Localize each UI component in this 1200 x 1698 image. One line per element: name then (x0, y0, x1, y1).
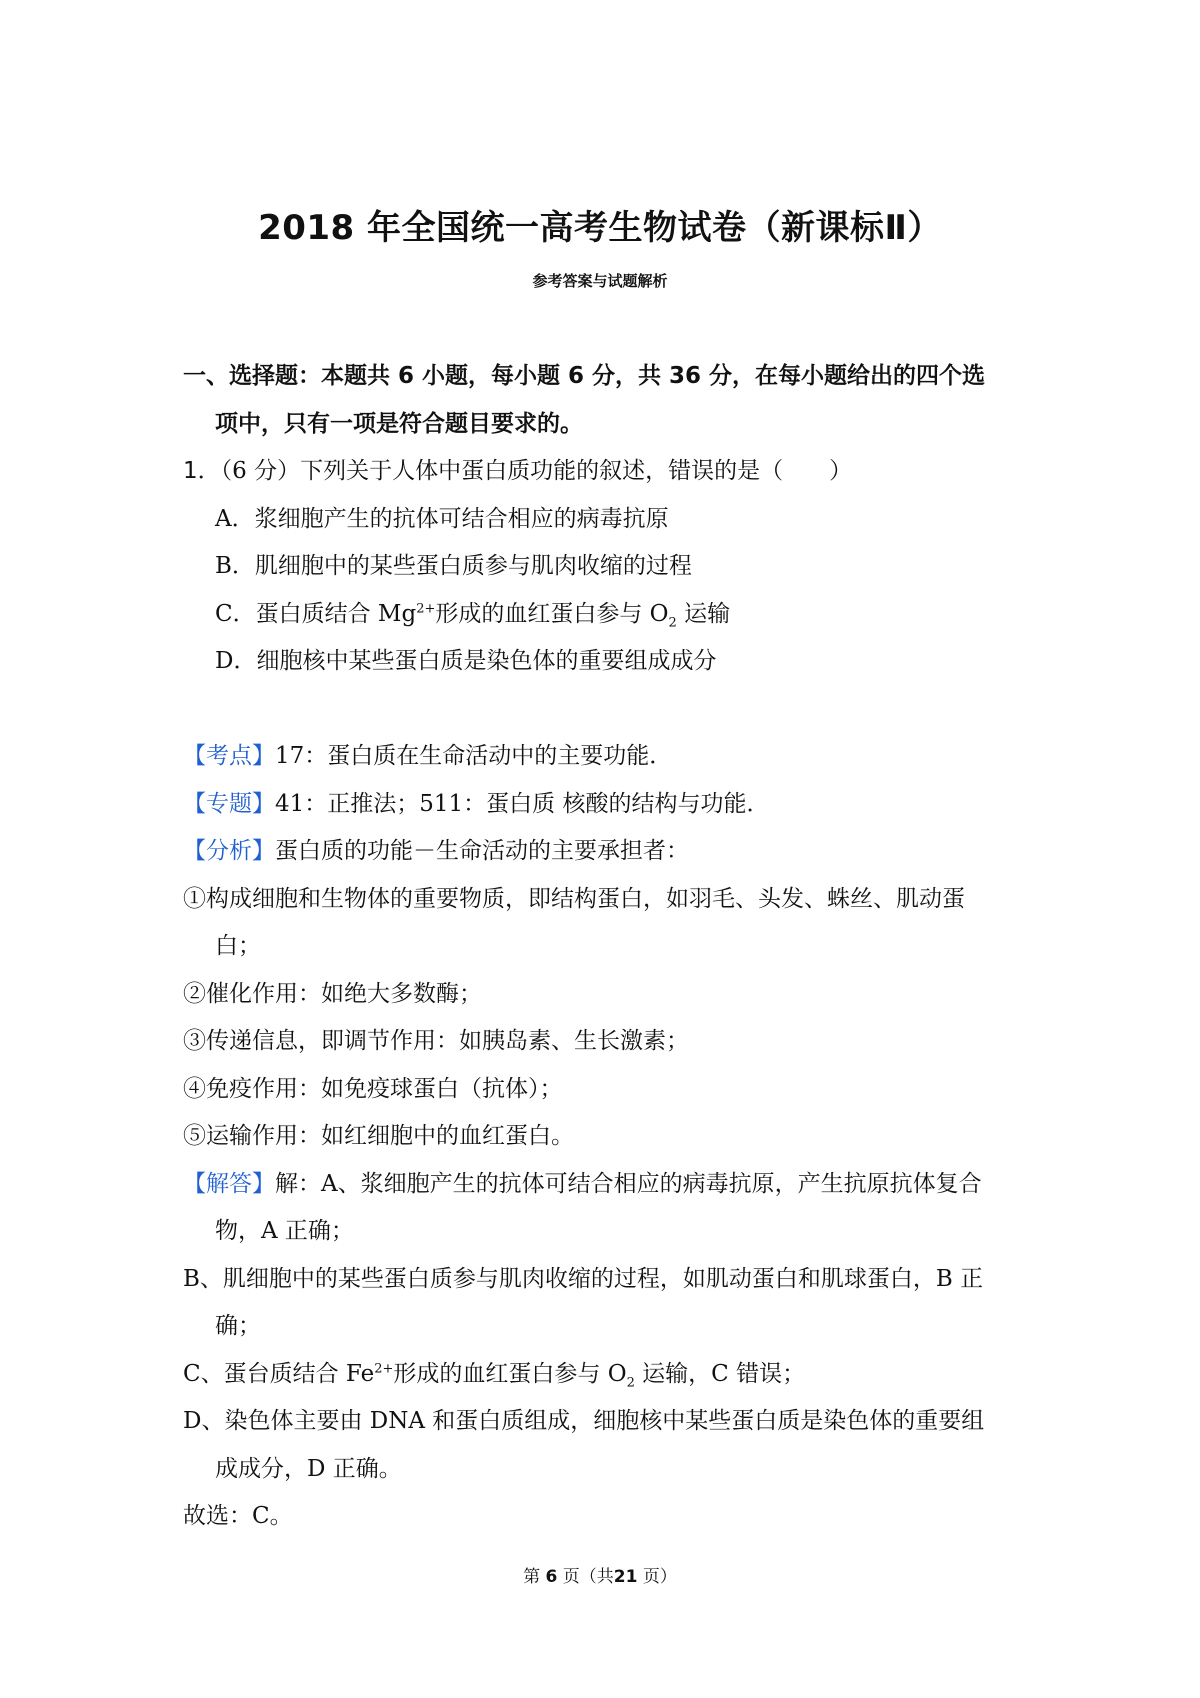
option-c-sup: 2+ (416, 600, 436, 616)
document-body (183, 353, 1033, 1541)
answer-b-line2: 确； (215, 1313, 261, 1339)
option-c-post: 运输 (676, 600, 731, 627)
section-heading-line1: 一、选择题：本题共 6 小题，每小题 6 分，共 36 分，在每小题给出的四个选 (183, 363, 986, 389)
fenxi-tag: 【分析】 (183, 838, 275, 864)
spacer (183, 686, 1033, 734)
point-1-line1: ①构成细胞和生物体的重要物质，即结构蛋白，如羽毛、头发、蛛丝、肌动蛋 (183, 885, 965, 912)
answer-c-line (183, 1351, 1033, 1399)
option-b: B．肌细胞中的某些蛋白质参与肌肉收缩的过程 (215, 553, 692, 579)
answer-d-line1: D、染色体主要由 DNA 和蛋白质组成，细胞核中某些蛋白质是染色体的重要组 (183, 1408, 985, 1434)
kaodian-text: 17：蛋白质在生命活动中的主要功能． (275, 743, 673, 769)
kaodian-line (183, 733, 1033, 781)
answer-c-sup: 2+ (374, 1360, 394, 1376)
point-1-line2: 白； (215, 933, 261, 959)
page-subtitle: 参考答案与试题解析 (532, 272, 668, 290)
page-title: 2018 年全国统一高考生物试卷（新课标Ⅱ） (258, 208, 942, 248)
question-number: 1． (183, 458, 221, 484)
jieda-tag: 【解答】 (183, 1170, 275, 1197)
point-2: ②催化作用：如绝大多数酶； (183, 980, 482, 1007)
point-5: ⑤运输作用：如红细胞中的血红蛋白。 (183, 1123, 574, 1149)
option-c-sub: 2 (668, 615, 677, 631)
option-a: A．浆细胞产生的抗体可结合相应的病毒抗原 (215, 505, 669, 532)
answer-c-post: 运输，C 错误； (634, 1360, 806, 1387)
fenxi-line (183, 828, 1033, 876)
final-answer: 故选：C。 (183, 1503, 293, 1529)
footer-page-number: 6 (545, 1567, 558, 1587)
page-footer (0, 1562, 1200, 1587)
answer-d-line2: 成成分，D 正确。 (215, 1455, 402, 1482)
question-text: （6 分）下列关于人体中蛋白质功能的叙述，错误的是（ ） (220, 458, 853, 484)
jieda-line2: 物，A 正确； (215, 1218, 354, 1244)
footer-total-pages: 21 (613, 1567, 638, 1587)
zhuanti-text: 41：正推法；511：蛋白质 核酸的结构与功能． (275, 790, 770, 817)
jieda-line1 (183, 1161, 1033, 1209)
answer-c-pre: C、蛋台质结合 Fe (183, 1360, 375, 1387)
footer-mid: 页（共 (562, 1567, 614, 1587)
answer-c-sub: 2 (626, 1375, 635, 1391)
point-4: ④免疫作用：如免疫球蛋白（抗体）； (183, 1075, 563, 1102)
zhuanti-tag: 【专题】 (183, 790, 275, 817)
footer-pre: 第 (523, 1567, 541, 1587)
fenxi-text: 蛋白质的功能－生命活动的主要承担者： (275, 838, 689, 864)
section-heading-line2: 项中，只有一项是符合题目要求的。 (215, 410, 583, 437)
option-c-pre: C．蛋白质结合 Mg (215, 600, 417, 627)
answer-c-mid: 形成的血红蛋白参与 O (393, 1360, 627, 1387)
jieda-text: 解：A、浆细胞产生的抗体可结合相应的病毒抗原，产生抗原抗体复合 (275, 1170, 982, 1197)
point-3: ③传递信息，即调节作用：如胰岛素、生长激素； (183, 1028, 689, 1054)
footer-post: 页） (642, 1567, 677, 1587)
option-c-mid: 形成的血红蛋白参与 O (435, 600, 669, 627)
zhuanti-line (183, 781, 1033, 829)
option-d: D．细胞核中某些蛋白质是染色体的重要组成成分 (215, 648, 717, 674)
answer-b-line1: B、肌细胞中的某些蛋白质参与肌肉收缩的过程，如肌动蛋白和肌球蛋白，B 正 (183, 1265, 984, 1292)
question-stem (183, 448, 1033, 496)
kaodian-tag: 【考点】 (183, 743, 275, 769)
option-c (183, 591, 1033, 639)
